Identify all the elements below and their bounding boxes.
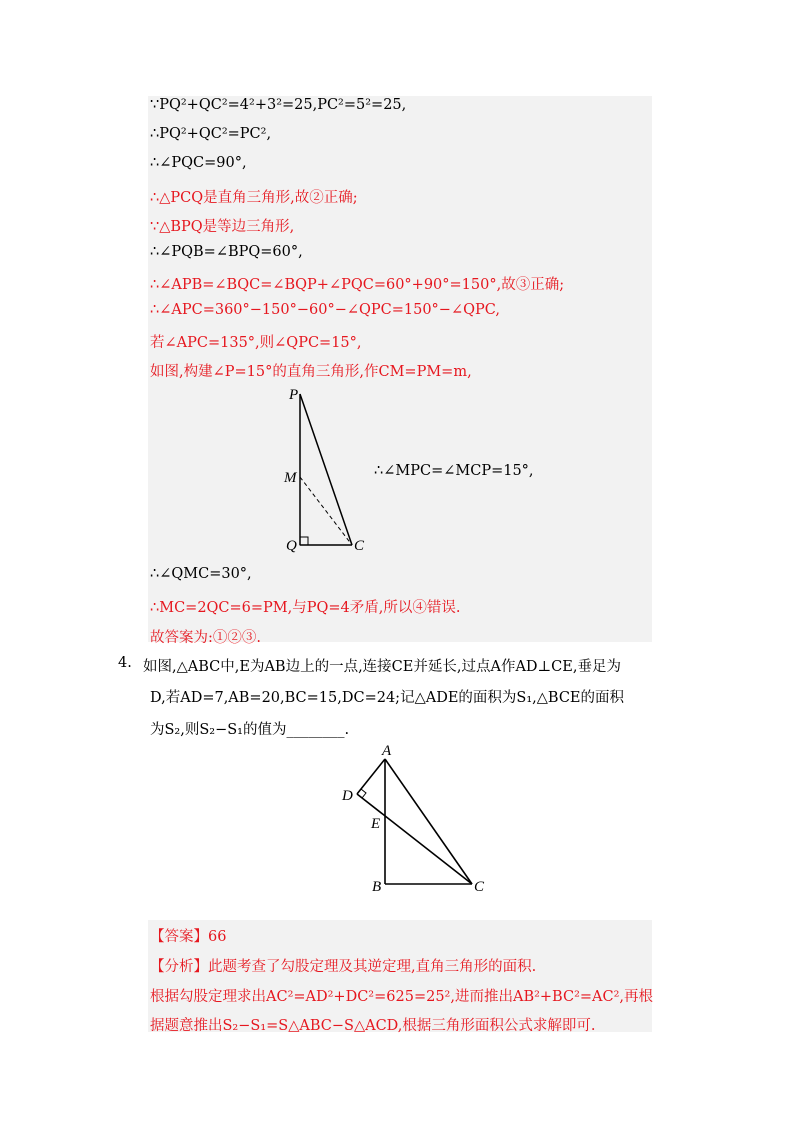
figure-note: ∴∠MPC=∠MCP=15°, xyxy=(374,463,534,479)
solution-line: ∴∠PQC=90°, xyxy=(150,155,247,171)
label-d: D xyxy=(342,788,353,804)
analysis-line-3: 根据勾股定理求出AC²=AD²+DC²=625=25²,进而推出AB²+BC²=AC²,再根 xyxy=(150,989,654,1005)
label-c2: C xyxy=(474,879,485,895)
question-number: 4. xyxy=(118,655,132,671)
label-m: M xyxy=(284,470,297,486)
question-line-1: 如图,△ABC中,E为AB边上的一点,连接CE并延长,过点A作AD⊥CE,垂足为 xyxy=(143,659,621,675)
solution-after-line: ∴∠QMC=30°, xyxy=(150,566,252,582)
solution-line: ∴∠APB=∠BQC=∠BQP+∠PQC=60°+90°=150°,故③正确; xyxy=(150,277,565,293)
triangle-abc-figure xyxy=(335,742,495,897)
label-a: A xyxy=(382,743,392,759)
label-c: C xyxy=(354,538,365,554)
label-e: E xyxy=(371,816,381,832)
analysis-line-4: 据题意推出S₂−S₁=S△ABC−S△ACD,根据三角形面积公式求解即可. xyxy=(150,1018,596,1034)
label-b: B xyxy=(372,879,382,895)
label-q: Q xyxy=(286,538,297,554)
solution-after-line: ∴MC=2QC=6=PM,与PQ=4矛盾,所以④错误. xyxy=(150,600,461,616)
answer-line: 【答案】66 xyxy=(150,929,227,945)
question-line-2: D,若AD=7,AB=20,BC=15,DC=24;记△ADE的面积为S₁,△BCE的面积 xyxy=(150,690,625,706)
question-line-3: 为S₂,则S₂−S₁的值为________. xyxy=(150,722,350,738)
solution-line: ∴PQ²+QC²=PC², xyxy=(150,126,272,142)
solution-line: ∴∠PQB=∠BPQ=60°, xyxy=(150,244,303,260)
solution-line: ∵△BPQ是等边三角形, xyxy=(150,219,295,235)
solution-line: ∴△PCQ是直角三角形,故②正确; xyxy=(150,190,358,206)
solution-line: 如图,构建∠P=15°的直角三角形,作CM=PM=m, xyxy=(150,364,472,380)
label-p: P xyxy=(289,387,299,403)
triangle-pqc-figure xyxy=(280,384,380,559)
solution-line: 若∠APC=135°,则∠QPC=15°, xyxy=(150,335,362,351)
solution-line: ∴∠APC=360°−150°−60°−∠QPC=150°−∠QPC, xyxy=(150,302,500,318)
solution-line: ∵PQ²+QC²=4²+3²=25,PC²=5²=25, xyxy=(150,97,407,113)
solution-after-line: 故答案为:①②③. xyxy=(150,630,261,646)
analysis-line: 【分析】此题考查了勾股定理及其逆定理,直角三角形的面积. xyxy=(150,959,537,975)
